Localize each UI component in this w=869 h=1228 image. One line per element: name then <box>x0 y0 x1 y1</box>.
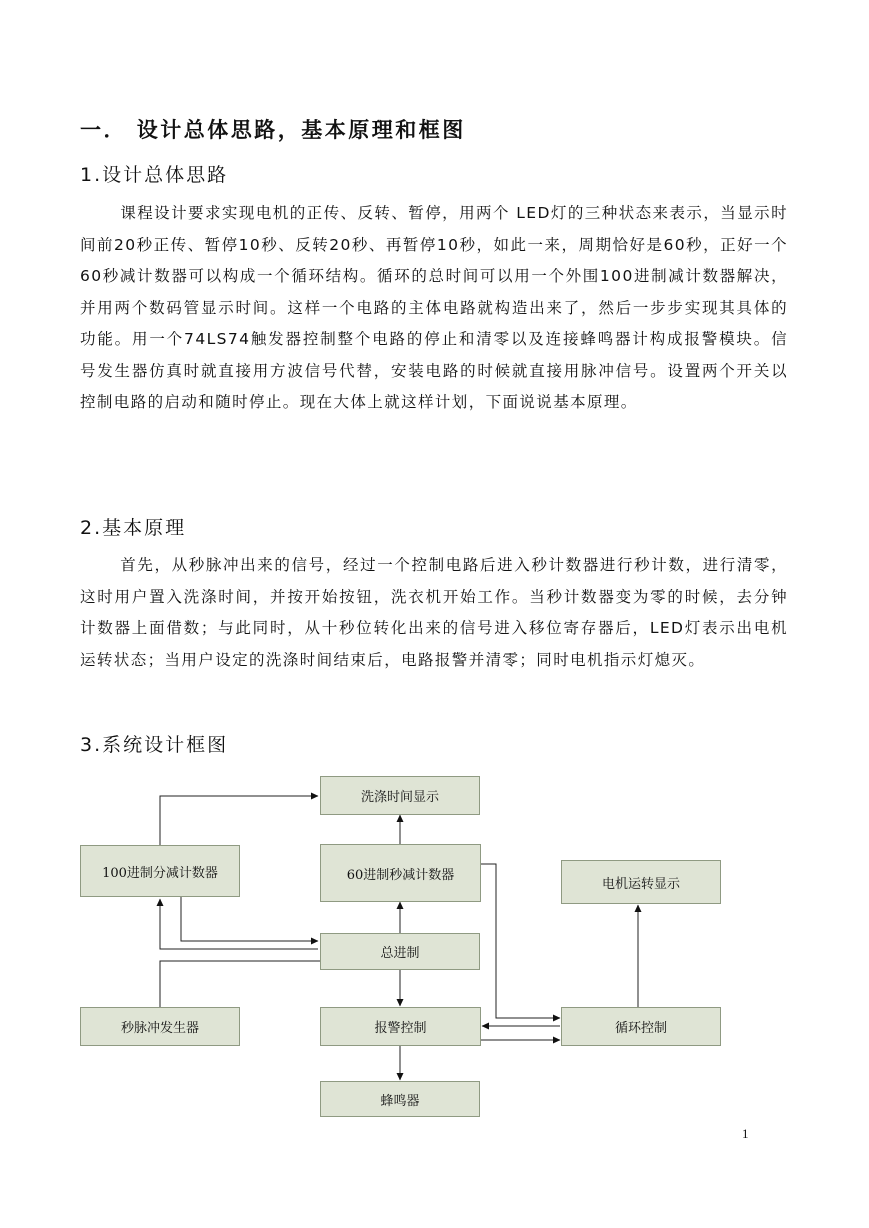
section-title-1: 1.设计总体思路 <box>80 164 229 186</box>
box-sec-counter: 60进制秒减计数器 <box>320 844 481 902</box>
arrow-sec-to-cycle <box>481 864 560 1018</box>
box-motor-display: 电机运转显示 <box>561 860 721 904</box>
section-title-3: 3.系统设计框图 <box>80 734 229 756</box>
box-wash-time-display: 洗涤时间显示 <box>320 776 480 815</box>
page-number: 1 <box>742 1126 749 1141</box>
section-title-2: 2.基本原理 <box>80 517 187 539</box>
arrow-min-to-master <box>181 897 318 941</box>
box-alarm-control: 报警控制 <box>320 1007 481 1046</box>
box-master-control: 总进制 <box>320 933 480 970</box>
box-pulse-generator: 秒脉冲发生器 <box>80 1007 240 1046</box>
box-min-counter: 100进制分减计数器 <box>80 845 240 897</box>
line-pulse-to-master <box>160 961 320 1007</box>
main-heading: 一． 设计总体思路，基本原理和框图 <box>80 118 466 142</box>
section-paragraph-1: 课程设计要求实现电机的正传、反转、暂停，用两个 LED灯的三种状态来表示，当显示时间前20秒正传、暂停10秒、反转20秒、再暂停10秒，如此一来，周期恰好是60秒，正好一个60秒减计数器可以构成一个循环结构。循环的总时间可以用一个外围100进制减计数器解决，并用两个数码管显示时间。这样一个电路的主体电路就构造出来了，然后一步步实现其具体的功能。用一个74LS74触发器控制整个电路的停止和清零以及连接蜂鸣器计构成报警模块。信号发生器仿真时就直接用方波信号代替，安装电路的时候就直接用脉冲信号。设置两个开关以控制电路的启动和随时停止。现在大体上就这样计划，下面说说基本原理。 <box>80 204 788 411</box>
box-buzzer: 蜂鸣器 <box>320 1081 480 1117</box>
arrow-min-to-display <box>160 796 318 845</box>
section-paragraph-2: 首先，从秒脉冲出来的信号，经过一个控制电路后进入秒计数器进行秒计数，进行清零，这时用户置入洗涤时间，并按开始按钮，洗衣机开始工作。当秒计数器变为零的时候，去分钟计数器上面借数；与此同时，从十秒位转化出来的信号进入移位寄存器后，LED灯表示出电机运转状态；当用户设定的洗涤时间结束后，电路报警并清零；同时电机指示灯熄灭。 <box>80 556 788 669</box>
box-cycle-control: 循环控制 <box>561 1007 721 1046</box>
